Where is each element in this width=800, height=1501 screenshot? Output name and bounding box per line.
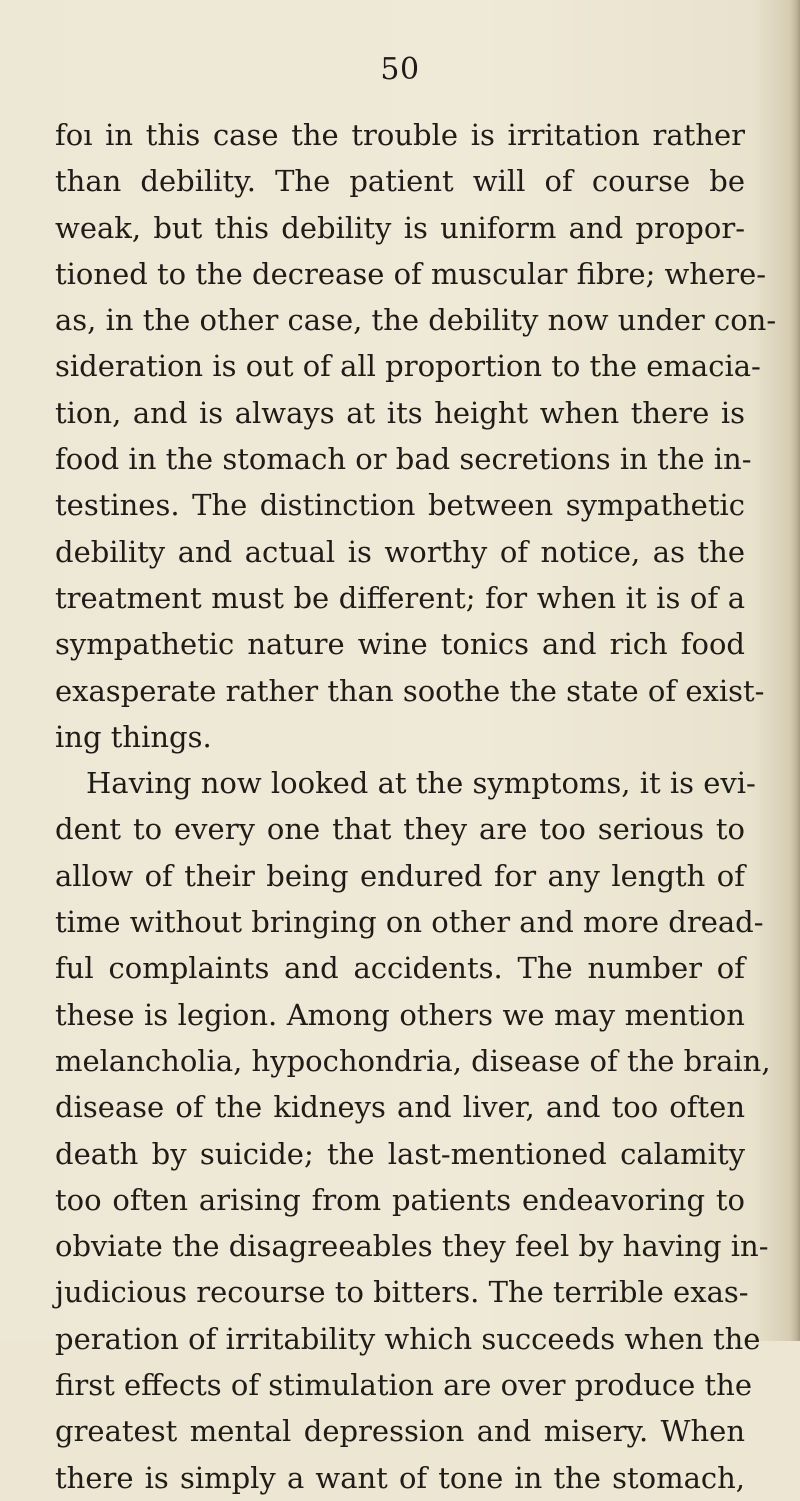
text-line: sympathetic nature wine tonics and rich food <box>55 627 745 662</box>
text-line: peration of irritability which succeeds when the <box>55 1321 761 1356</box>
text-line: treatment must be different; for when it is of a <box>55 580 745 615</box>
text-line: melancholia, hypochondria, disease of the brain, <box>55 1043 771 1078</box>
text-line: foı in this case the trouble is irritation rather <box>55 118 745 152</box>
text-line: greatest mental depression and misery. When <box>55 1414 745 1449</box>
text-line: testines. The distinction between sympathetic <box>55 488 745 523</box>
text-line: judicious recourse to bitters. The terrible exas- <box>55 1275 749 1310</box>
text-line: dent to every one that they are too serious to <box>55 812 745 847</box>
text-line: tioned to the decrease of muscular fibre; where- <box>55 256 767 291</box>
text-line: as, in the other case, the debility now under con- <box>55 303 777 338</box>
text-line: time without bringing on other and more dread- <box>55 905 764 940</box>
page-edge-shadow <box>790 0 800 1341</box>
page-number: 50 <box>380 52 420 87</box>
text-line: weak, but this debility is uniform and propor- <box>55 210 745 245</box>
text-line: sideration is out of all proportion to the emacia- <box>55 349 761 384</box>
paragraph-end-line: ing things. <box>55 719 212 754</box>
text-line: exasperate rather than soothe the state of exist- <box>55 673 765 708</box>
paragraph-start-line: Having now looked at the symptoms, it is evi- <box>86 766 756 801</box>
body-text <box>55 112 777 1501</box>
text-line: disease of the kidneys and liver, and too often <box>55 1090 745 1125</box>
text-line: food in the stomach or bad secretions in the in- <box>55 442 752 477</box>
text-line: debility and actual is worthy of notice, as the <box>55 534 745 569</box>
text-line: death by suicide; the last-mentioned calamity <box>55 1136 745 1171</box>
text-line: obviate the disagreeables they feel by having in- <box>55 1229 769 1264</box>
text-line: ful complaints and accidents. The number of <box>55 951 745 986</box>
text-line: than debility. The patient will of course be <box>55 164 745 199</box>
text-line: there is simply a want of tone in the stomach, <box>55 1460 745 1495</box>
text-line: too often arising from patients endeavoring to <box>55 1182 745 1217</box>
text-line: allow of their being endured for any length of <box>55 858 745 893</box>
text-line: these is legion. Among others we may mention <box>55 997 745 1032</box>
text-line: tion, and is always at its height when there is <box>55 395 745 430</box>
text-line: first effects of stimulation are over produce the <box>55 1368 752 1403</box>
